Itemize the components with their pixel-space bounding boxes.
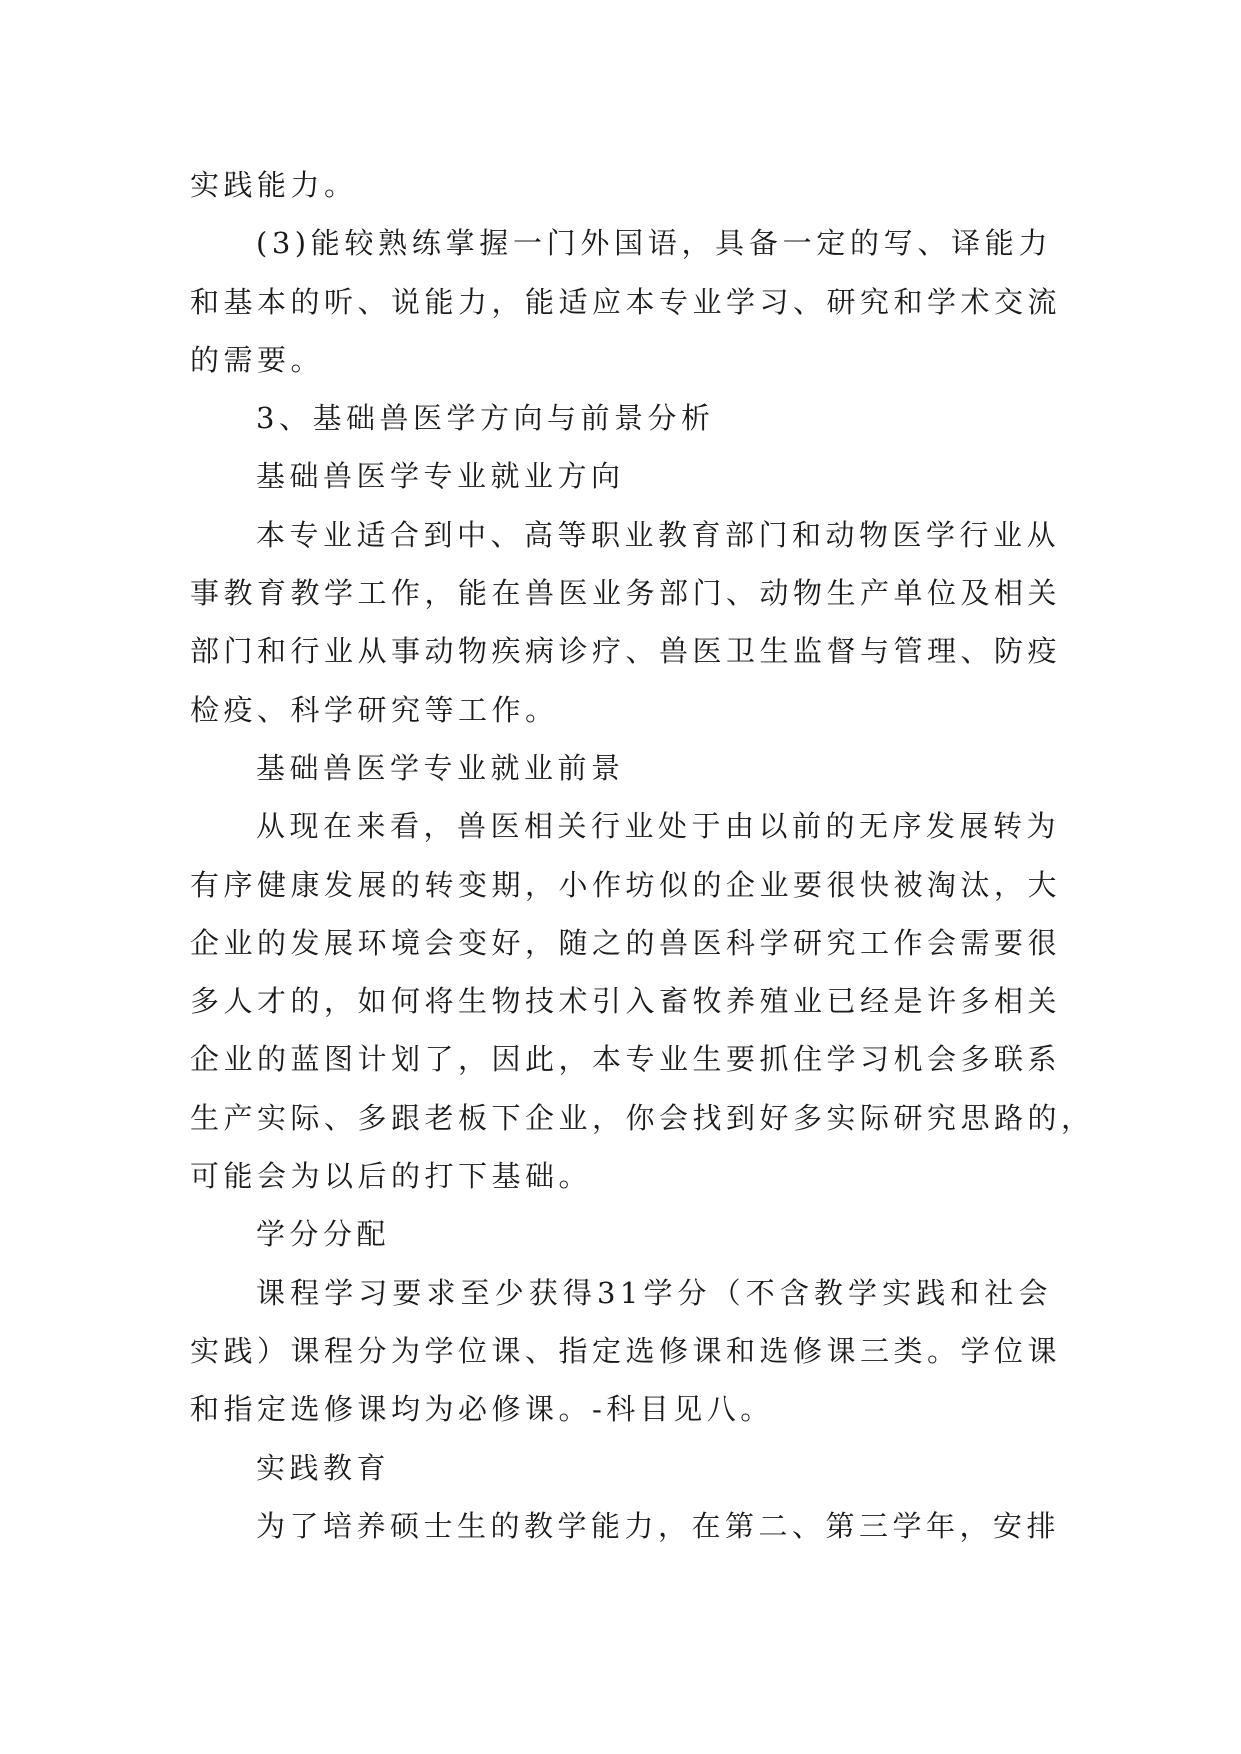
text-line: 部门和行业从事动物疾病诊疗、兽医卫生监督与管理、防疫 — [190, 634, 1062, 669]
text-line: (3)能较熟练掌握一门外国语，具备一定的写、译能力 — [256, 226, 1052, 261]
text-line: 实践）课程分为学位课、指定选修课和选修课三类。学位课 — [190, 1333, 1062, 1368]
text-line: 生产实际、多跟老板下企业，你会找到好多实际研究思路的， — [190, 1100, 1095, 1135]
text-line: 有序健康发展的转变期，小作坊似的企业要很快被淘汰，大 — [190, 867, 1062, 902]
text-line: 的需要。 — [190, 342, 325, 377]
text-line: 3、基础兽医学方向与前景分析 — [256, 401, 715, 436]
text-line: 基础兽医学专业就业前景 — [256, 750, 625, 785]
text-line: 和指定选修课均为必修课。-科目见八。 — [190, 1392, 774, 1427]
text-line: 事教育教学工作，能在兽医业务部门、动物生产单位及相关 — [190, 576, 1062, 611]
text-line: 企业的蓝图计划了，因此，本专业生要抓住学习机会多联系 — [190, 1042, 1062, 1077]
text-line: 实践能力。 — [190, 168, 358, 202]
text-line: 课程学习要求至少获得31学分（不含教学实践和社会 — [256, 1275, 1052, 1310]
document-body — [190, 156, 1095, 1555]
text-line: 学分分配 — [256, 1217, 391, 1252]
text-line: 和基本的听、说能力，能适应本专业学习、研究和学术交流 — [190, 284, 1062, 319]
text-line: 多人才的，如何将生物技术引入畜牧养殖业已经是许多相关 — [190, 984, 1062, 1019]
text-line: 从现在来看，兽医相关行业处于由以前的无序发展转为 — [256, 809, 1061, 844]
text-line: 检疫、科学研究等工作。 — [190, 692, 559, 727]
text-line: 可能会为以后的打下基础。 — [190, 1159, 593, 1194]
text-line: 企业的发展环境会变好，随之的兽医科学研究工作会需要很 — [190, 925, 1062, 960]
text-line: 本专业适合到中、高等职业教育部门和动物医学行业从 — [256, 517, 1061, 552]
text-line: 基础兽医学专业就业方向 — [256, 459, 625, 494]
text-line: 为了培养硕士生的教学能力，在第二、第三学年，安排 — [256, 1508, 1061, 1543]
text-line: 实践教育 — [256, 1450, 391, 1485]
